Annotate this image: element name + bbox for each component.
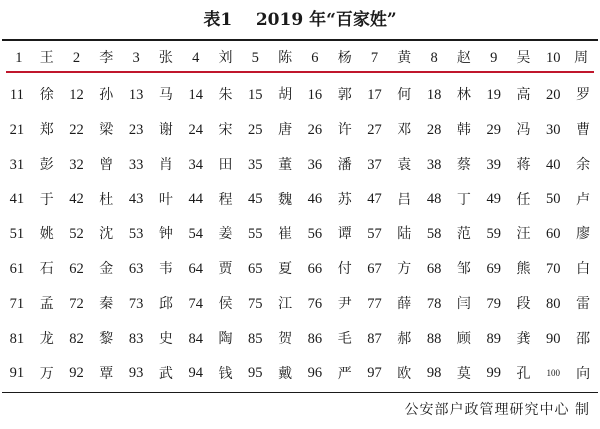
rank-number: 74 — [188, 295, 203, 312]
rank-number: 23 — [128, 121, 144, 138]
surname: 高 — [516, 87, 531, 104]
rank-number: 8 — [419, 46, 449, 73]
surname: 周 — [568, 46, 594, 73]
rank-number: 63 — [128, 260, 144, 277]
rank-number: 47 — [367, 191, 382, 208]
rank-number: 91 — [9, 365, 25, 382]
rank-number: 81 — [9, 330, 25, 347]
surname: 闫 — [456, 295, 471, 312]
surname: 袁 — [397, 156, 412, 173]
rank-number: 96 — [307, 365, 323, 382]
rank-number: 12 — [69, 86, 84, 103]
surname: 田 — [218, 156, 233, 173]
surname: 莫 — [456, 365, 471, 382]
surname: 龚 — [516, 330, 531, 347]
rank-number: 66 — [307, 260, 323, 277]
surname: 范 — [456, 226, 471, 243]
rank-number: 56 — [307, 226, 323, 243]
rank-number: 73 — [128, 295, 144, 312]
surname: 丁 — [456, 191, 471, 208]
rank-number: 10 — [538, 46, 568, 73]
rank-number: 43 — [128, 191, 144, 208]
surname: 曾 — [99, 156, 114, 173]
surname: 许 — [337, 121, 352, 138]
surname: 徐 — [39, 87, 54, 104]
surname: 石 — [39, 261, 54, 278]
source-credit: 公安部户政管理研究中心 制 — [404, 402, 590, 418]
rank-number: 25 — [248, 121, 263, 138]
surname: 何 — [397, 87, 412, 104]
rank-number: 52 — [69, 226, 84, 243]
rank-number: 44 — [188, 191, 203, 208]
surname: 曹 — [576, 121, 591, 138]
rank-number: 95 — [248, 365, 263, 382]
rank-number: 35 — [248, 156, 263, 173]
rank-number: 5 — [240, 46, 270, 73]
surname: 谢 — [158, 121, 173, 138]
surname: 姜 — [218, 226, 233, 243]
rank-number: 30 — [546, 121, 561, 138]
rank-number: 98 — [426, 365, 442, 382]
rank-number: 70 — [546, 260, 561, 277]
rank-number: 54 — [188, 226, 203, 243]
surname: 方 — [397, 261, 412, 278]
rank-number: 6 — [300, 46, 330, 73]
surname: 邹 — [456, 261, 471, 278]
surname: 姚 — [39, 226, 54, 243]
surname: 崔 — [278, 226, 293, 243]
rank-number: 41 — [9, 191, 25, 208]
rank-number: 99 — [486, 365, 501, 382]
rank-number: 31 — [9, 156, 25, 173]
surname: 张 — [151, 46, 181, 73]
rank-number: 49 — [486, 191, 501, 208]
surname: 韦 — [158, 261, 173, 278]
rank-number: 58 — [426, 226, 442, 243]
rank-number: 97 — [367, 365, 382, 382]
surname: 吴 — [509, 46, 539, 73]
surname: 唐 — [278, 121, 293, 138]
rank-number: 2 — [62, 46, 92, 73]
surname: 钱 — [218, 365, 233, 382]
surname: 朱 — [218, 87, 233, 104]
rank-number: 55 — [248, 226, 263, 243]
surname: 彭 — [39, 156, 54, 173]
surname: 夏 — [278, 261, 293, 278]
rank-number: 28 — [426, 121, 442, 138]
rank-number: 82 — [69, 330, 84, 347]
rank-number: 85 — [248, 330, 263, 347]
surname: 向 — [576, 365, 591, 382]
surname: 卢 — [576, 191, 591, 208]
rank-number: 26 — [307, 121, 323, 138]
rank-number: 89 — [486, 330, 501, 347]
rank-number: 76 — [307, 295, 323, 312]
surname: 秦 — [99, 295, 114, 312]
rank-number: 68 — [426, 260, 442, 277]
surname: 程 — [218, 191, 233, 208]
rank-number: 19 — [486, 86, 501, 103]
surname: 邱 — [158, 295, 173, 312]
rank-number: 22 — [69, 121, 84, 138]
surname: 毛 — [337, 330, 352, 347]
bottom-rule — [2, 392, 598, 393]
surname: 汪 — [516, 226, 531, 243]
surname: 严 — [337, 365, 352, 382]
rank-number: 33 — [128, 156, 144, 173]
surname: 蔡 — [456, 156, 471, 173]
surname: 侯 — [218, 295, 233, 312]
rank-number: 51 — [9, 226, 25, 243]
surname: 陆 — [397, 226, 412, 243]
rank-number: 62 — [69, 260, 84, 277]
surname: 赵 — [449, 46, 479, 73]
rank-number: 13 — [128, 86, 144, 103]
surname: 魏 — [278, 191, 293, 208]
rank-number: 75 — [248, 295, 263, 312]
rank-number: 20 — [546, 86, 561, 103]
rank-number: 27 — [367, 121, 382, 138]
rank-number: 67 — [367, 260, 382, 277]
surname: 黎 — [99, 330, 114, 347]
surname: 邵 — [576, 330, 591, 347]
surname: 薛 — [397, 295, 412, 312]
surname: 韩 — [456, 121, 471, 138]
surname: 马 — [158, 87, 173, 104]
rank-number: 18 — [426, 86, 442, 103]
surname: 梁 — [99, 121, 114, 138]
rank-number: 93 — [128, 365, 144, 382]
rank-number: 46 — [307, 191, 323, 208]
surname: 龙 — [39, 330, 54, 347]
surname: 郝 — [397, 330, 412, 347]
rank-number: 29 — [486, 121, 501, 138]
rank-number: 9 — [479, 46, 509, 73]
surname: 王 — [32, 46, 62, 73]
surname: 贾 — [218, 261, 233, 278]
rank-number: 11 — [9, 86, 24, 103]
rank-number: 87 — [367, 330, 382, 347]
rank-number: 71 — [9, 295, 25, 312]
surname: 谭 — [337, 226, 352, 243]
rank-number: 42 — [69, 191, 84, 208]
rank-number: 15 — [248, 86, 263, 103]
rank-number: 1 — [6, 46, 32, 73]
surname: 武 — [158, 365, 173, 382]
rank-number: 69 — [486, 260, 501, 277]
surname: 林 — [456, 87, 471, 104]
surname: 熊 — [516, 261, 531, 278]
rank-number: 7 — [360, 46, 390, 73]
surname: 叶 — [158, 191, 173, 208]
surname: 苏 — [337, 191, 352, 208]
rank-number: 80 — [546, 295, 561, 312]
surname: 任 — [516, 191, 531, 208]
surname: 沈 — [99, 226, 114, 243]
rank-number: 100 — [546, 368, 561, 379]
surname: 李 — [91, 46, 121, 73]
top-rule — [2, 39, 598, 41]
rank-number: 79 — [486, 295, 501, 312]
surname: 罗 — [576, 87, 591, 104]
surname: 孔 — [516, 365, 531, 382]
surname: 肖 — [158, 156, 173, 173]
surname: 郑 — [39, 121, 54, 138]
surname: 郭 — [337, 87, 352, 104]
rank-number: 21 — [9, 121, 25, 138]
rank-number: 48 — [426, 191, 442, 208]
surname-table — [2, 43, 598, 391]
surname: 史 — [158, 330, 173, 347]
rank-number: 78 — [426, 295, 442, 312]
surname: 蒋 — [516, 156, 531, 173]
surname: 江 — [278, 295, 293, 312]
rank-number: 88 — [426, 330, 442, 347]
rank-number: 92 — [69, 365, 84, 382]
rank-number: 14 — [188, 86, 203, 103]
surname: 白 — [576, 261, 591, 278]
rank-number: 16 — [307, 86, 323, 103]
surname: 贺 — [278, 330, 293, 347]
rank-number: 38 — [426, 156, 442, 173]
surname: 尹 — [337, 295, 352, 312]
rank-number: 50 — [546, 191, 561, 208]
rank-number: 53 — [128, 226, 144, 243]
surname: 吕 — [397, 191, 412, 208]
rank-number: 90 — [546, 330, 561, 347]
rank-number: 72 — [69, 295, 84, 312]
rank-number: 36 — [307, 156, 323, 173]
rank-number: 83 — [128, 330, 144, 347]
surname: 黄 — [389, 46, 419, 73]
surname: 胡 — [278, 87, 293, 104]
rank-number: 4 — [181, 46, 211, 73]
surname: 于 — [39, 191, 54, 208]
table-title: 表1 2019 年“百家姓” — [203, 10, 397, 30]
surname: 潘 — [337, 156, 352, 173]
surname: 孙 — [99, 87, 114, 104]
rank-number: 65 — [248, 260, 263, 277]
surname: 陈 — [270, 46, 300, 73]
rank-number: 3 — [121, 46, 151, 73]
rank-number: 94 — [188, 365, 203, 382]
rank-number: 84 — [188, 330, 203, 347]
surname: 孟 — [39, 295, 54, 312]
surname: 戴 — [278, 365, 293, 382]
rank-number: 34 — [188, 156, 203, 173]
rank-number: 61 — [9, 260, 25, 277]
surname: 金 — [99, 261, 114, 278]
rank-number: 77 — [367, 295, 382, 312]
surname: 段 — [516, 295, 531, 312]
surname: 钟 — [158, 226, 173, 243]
surname: 欧 — [397, 365, 412, 382]
rank-number: 60 — [546, 226, 561, 243]
surname: 付 — [337, 261, 352, 278]
surname: 雷 — [576, 295, 591, 312]
rank-number: 64 — [188, 260, 203, 277]
rank-number: 37 — [367, 156, 382, 173]
surname: 冯 — [516, 121, 531, 138]
rank-number: 45 — [248, 191, 263, 208]
surname: 廖 — [576, 226, 591, 243]
surname: 宋 — [218, 121, 233, 138]
rank-number: 24 — [188, 121, 203, 138]
surname: 董 — [278, 156, 293, 173]
surname: 杜 — [99, 191, 114, 208]
surname: 邓 — [397, 121, 412, 138]
rank-number: 86 — [307, 330, 323, 347]
rank-number: 17 — [367, 86, 382, 103]
surname: 万 — [39, 365, 54, 382]
rank-number: 40 — [546, 156, 561, 173]
surname: 余 — [576, 156, 591, 173]
rank-number: 32 — [69, 156, 84, 173]
surname: 杨 — [330, 46, 360, 73]
rank-number: 57 — [367, 226, 382, 243]
surname: 覃 — [99, 365, 114, 382]
surname: 陶 — [218, 330, 233, 347]
surname: 顾 — [456, 330, 471, 347]
rank-number: 59 — [486, 226, 501, 243]
surname: 刘 — [211, 46, 241, 73]
rank-number: 39 — [486, 156, 501, 173]
